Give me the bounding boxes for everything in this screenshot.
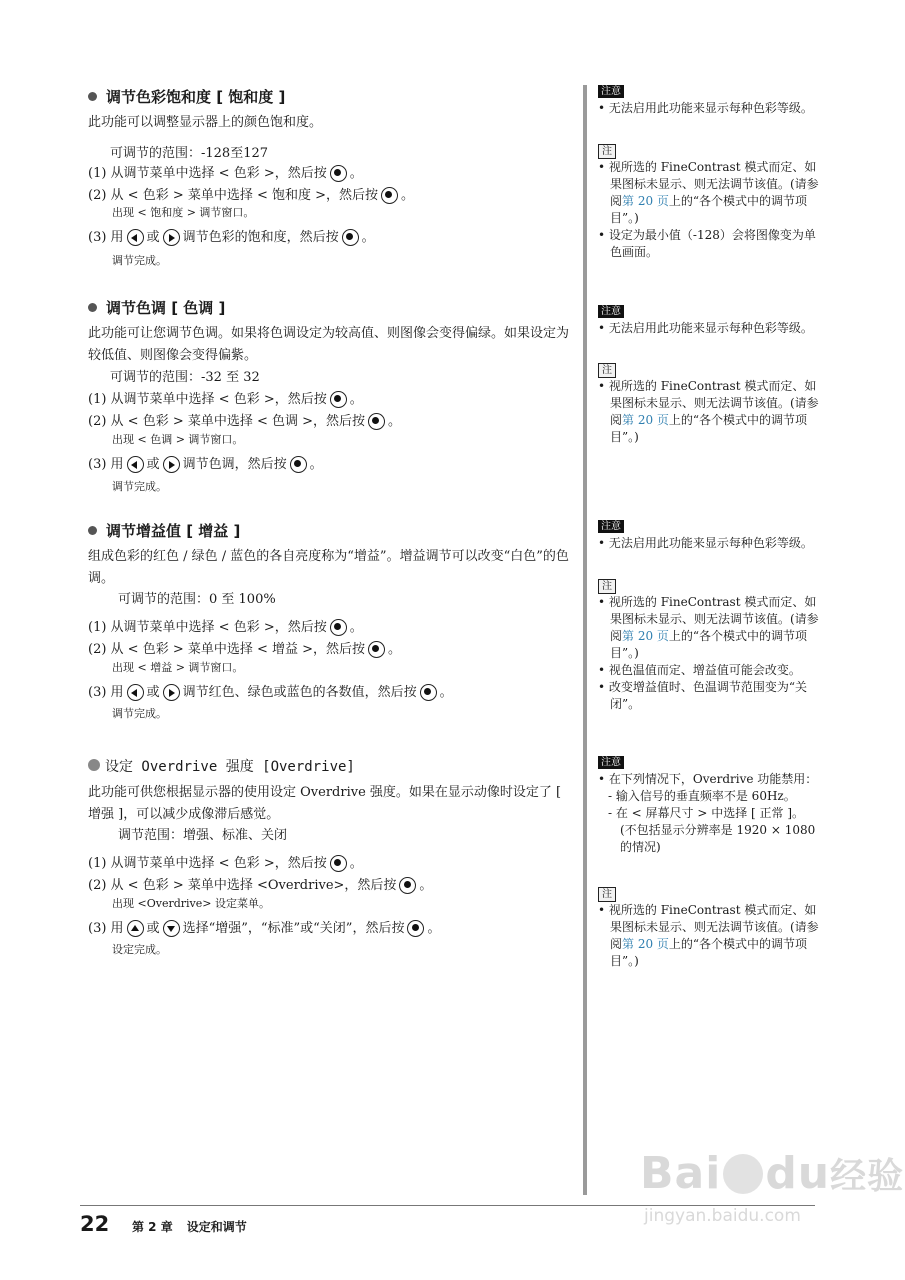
page-link[interactable]: 第 20 页 (622, 937, 669, 951)
hue-step-2: (2) 从 < 色彩 > 菜单中选择 < 色调 >，然后按 。 (88, 414, 402, 429)
section-title-hue: 调节色调 [ 色调 ] (88, 297, 225, 318)
section-title-saturation: 调节色彩饱和度 [ 饱和度 ] (88, 86, 285, 107)
enter-button-icon (368, 641, 385, 658)
right-button-icon (163, 229, 180, 246)
hue-step-2-note: 出现 < 色调 > 调节窗口。 (112, 433, 244, 446)
overdrive-step-2: (2) 从 < 色彩 > 菜单中选择 <Overdrive>，然后按 。 (88, 878, 433, 893)
saturation-range: 可调节的范围：-128至127 (110, 146, 269, 161)
saturation-step-3: (3) 用 或 调节色彩的饱和度，然后按 。 (88, 230, 375, 245)
saturation-step-2-note: 出现 < 饱和度 > 调节窗口。 (112, 206, 255, 219)
sidebar-caution-4: • 在下列情况下，Overdrive 功能禁用： - 输入信号的垂直频率不是 60Hz。 - 在 < 屏幕尺寸 > 中选择 [ 正常 ]。 (不包括显示分辨率是 1920 × 1080 的情况) (598, 772, 818, 854)
sidebar-caution-2: • 无法启用此功能来显示每种色彩等级。 (598, 321, 813, 335)
section-title-overdrive: 设定 Overdrive 强度 [Overdrive] (88, 756, 355, 776)
down-button-icon (163, 920, 180, 937)
hue-description: 此功能可让您调节色调。如果将色调设定为较高值、则图像会变得偏绿。如果设定为较低值、则图像会变得偏紫。 (88, 326, 570, 363)
gain-range: 可调节的范围：0 至 100% (118, 592, 276, 607)
note-tag: 注 (598, 579, 616, 594)
hue-done: 调节完成。 (112, 480, 167, 493)
gain-step-2: (2) 从 < 色彩 > 菜单中选择 < 增益 >，然后按 。 (88, 642, 402, 657)
saturation-description: 此功能可以调整显示器上的颜色饱和度。 (88, 115, 323, 130)
enter-button-icon (407, 920, 424, 937)
left-button-icon (127, 229, 144, 246)
hue-step-3: (3) 用 或 调节色调，然后按 。 (88, 457, 323, 472)
enter-button-icon (342, 229, 359, 246)
enter-button-icon (368, 413, 385, 430)
enter-button-icon (330, 165, 347, 182)
sidebar-caution-3: • 无法启用此功能来显示每种色彩等级。 (598, 536, 813, 550)
enter-button-icon (330, 855, 347, 872)
page-link[interactable]: 第 20 页 (622, 413, 669, 427)
hue-step-1: (1) 从调节菜单中选择 < 色彩 >，然后按 。 (88, 392, 363, 407)
bullet-icon (88, 526, 97, 535)
sidebar-caution-1: • 无法启用此功能来显示每种色彩等级。 (598, 101, 813, 115)
left-button-icon (127, 684, 144, 701)
bullet-icon (88, 92, 97, 101)
left-button-icon (127, 456, 144, 473)
saturation-step-1: (1) 从调节菜单中选择 < 色彩 >，然后按 。 (88, 166, 363, 181)
overdrive-step-1: (1) 从调节菜单中选择 < 色彩 >，然后按 。 (88, 856, 363, 871)
enter-button-icon (330, 391, 347, 408)
paw-icon (723, 1154, 763, 1194)
overdrive-step-2-note: 出现 <Overdrive> 设定菜单。 (112, 897, 270, 910)
bullet-icon (88, 303, 97, 312)
sidebar-note-3: • 视所选的 FineContrast 模式而定、如果图标未显示、则无法调节该值。(请参阅第 20 页上的“各个模式中的调节项目”。) • 视色温值而定、增益值可能会改变。 • 改变增益值时、色温调节范围变为“关闭”。 (598, 595, 819, 711)
baidu-watermark: Bai du经验 jingyan.baidu.com (640, 1148, 905, 1226)
page-number: 22 (80, 1212, 110, 1236)
sidebar-note-1: • 视所选的 FineContrast 模式而定、如果图标未显示、则无法调节该值。(请参阅第 20 页上的“各个模式中的调节项目”。) • 设定为最小值（-128）会将图像变为单色画面。 (598, 160, 819, 259)
overdrive-range: 调节范围：增强、标准、关闭 (118, 828, 288, 843)
caution-tag: 注意 (598, 85, 624, 98)
sidebar-note-4: • 视所选的 FineContrast 模式而定、如果图标未显示、则无法调节该值。(请参阅第 20 页上的“各个模式中的调节项目”。) (598, 903, 819, 968)
up-button-icon (127, 920, 144, 937)
section-title-gain: 调节增益值 [ 增益 ] (88, 520, 240, 541)
note-tag: 注 (598, 887, 616, 902)
caution-tag: 注意 (598, 756, 624, 769)
gain-description: 组成色彩的红色 / 绿色 / 蓝色的各自亮度称为“增益”。增益调节可以改变“白色”的色调。 (88, 549, 569, 586)
saturation-done: 调节完成。 (112, 254, 167, 267)
gain-step-2-note: 出现 < 增益 > 调节窗口。 (112, 661, 244, 674)
enter-button-icon (290, 456, 307, 473)
page-link[interactable]: 第 20 页 (622, 194, 669, 208)
caution-tag: 注意 (598, 305, 624, 318)
bullet-icon (88, 759, 100, 771)
hue-range: 可调节的范围：-32 至 32 (110, 370, 260, 385)
note-tag: 注 (598, 363, 616, 378)
enter-button-icon (330, 619, 347, 636)
gain-step-1: (1) 从调节菜单中选择 < 色彩 >，然后按 。 (88, 620, 363, 635)
overdrive-done: 设定完成。 (112, 943, 167, 956)
gain-step-3: (3) 用 或 调节红色、绿色或蓝色的各数值，然后按 。 (88, 685, 453, 700)
caution-tag: 注意 (598, 520, 624, 533)
chapter-label: 第 2 章 设定和调节 (132, 1220, 247, 1234)
overdrive-description: 此功能可供您根据显示器的使用设定 Overdrive 强度。如果在显示动像时设定了 [ 增强 ]，可以减少成像滞后感觉。 (88, 785, 562, 822)
overdrive-step-3: (3) 用 或 选择“增强”，“标准”或“关闭”，然后按 。 (88, 921, 441, 936)
note-tag: 注 (598, 144, 616, 159)
right-button-icon (163, 684, 180, 701)
column-divider (583, 85, 587, 1195)
sidebar-note-2: • 视所选的 FineContrast 模式而定、如果图标未显示、则无法调节该值。(请参阅第 20 页上的“各个模式中的调节项目”。) (598, 379, 819, 444)
gain-done: 调节完成。 (112, 707, 167, 720)
enter-button-icon (399, 877, 416, 894)
enter-button-icon (381, 187, 398, 204)
enter-button-icon (420, 684, 437, 701)
right-button-icon (163, 456, 180, 473)
footer-rule (80, 1205, 815, 1206)
saturation-step-2: (2) 从 < 色彩 > 菜单中选择 < 饱和度 >，然后按 。 (88, 188, 415, 203)
page-link[interactable]: 第 20 页 (622, 629, 669, 643)
